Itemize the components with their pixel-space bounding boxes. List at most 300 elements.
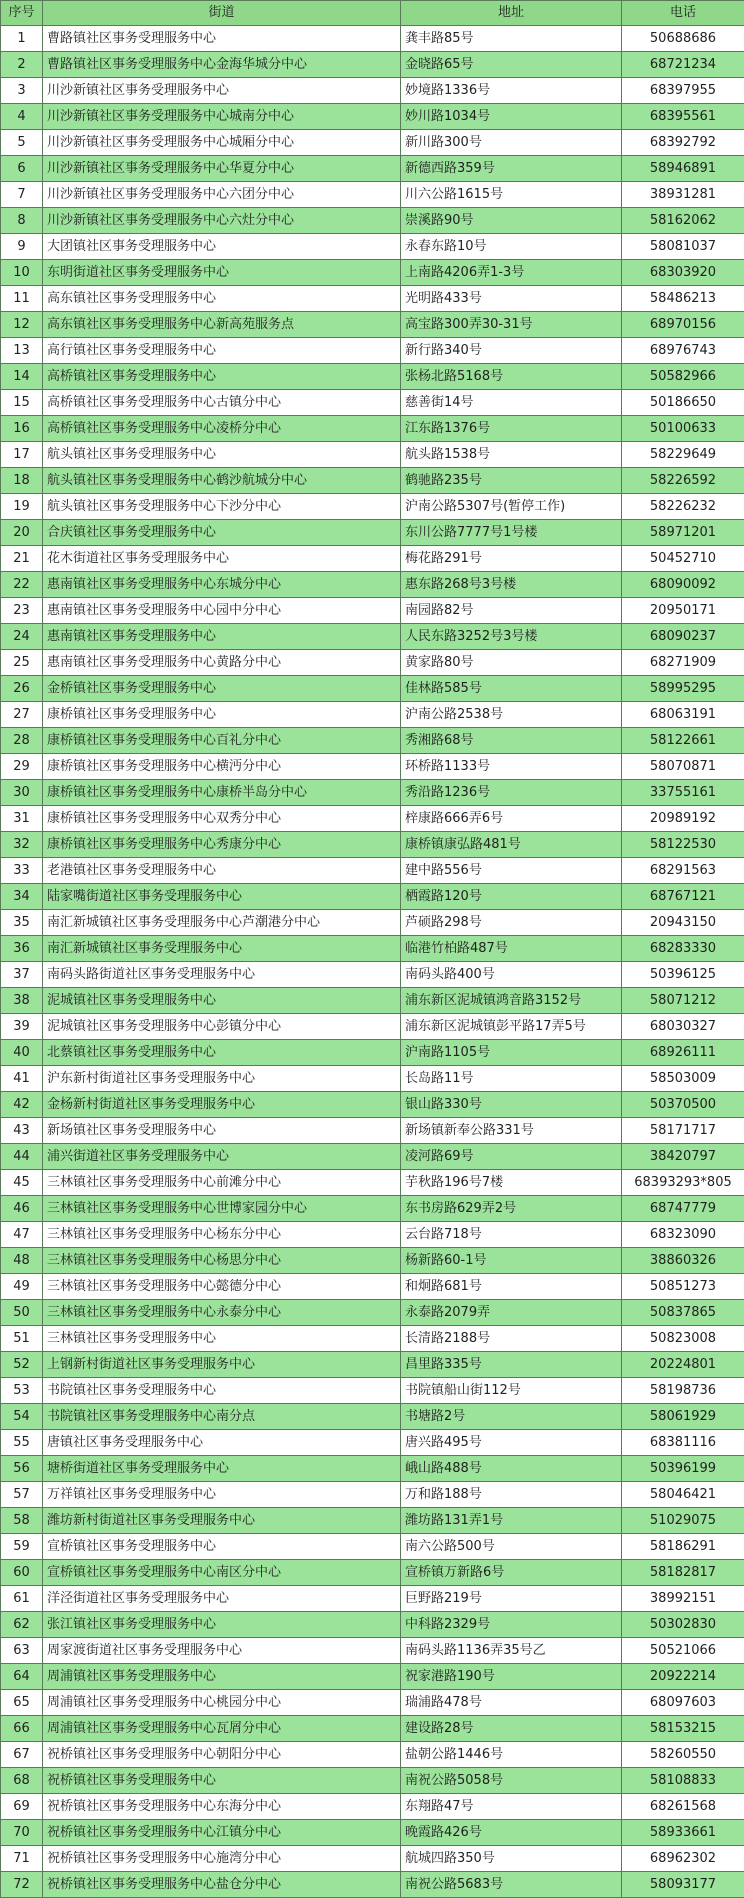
cell-phone: 68283330 [622, 936, 744, 962]
cell-phone: 51029075 [622, 1508, 744, 1534]
header-index: 序号 [1, 1, 43, 26]
cell-phone: 68395561 [622, 104, 744, 130]
cell-phone: 58070871 [622, 754, 744, 780]
cell-address: 盐朝公路1446号 [401, 1742, 622, 1768]
cell-address: 银山路330号 [401, 1092, 622, 1118]
cell-street: 南汇新城镇社区事务受理服务中心 [43, 936, 401, 962]
cell-phone: 68970156 [622, 312, 744, 338]
cell-phone: 20943150 [622, 910, 744, 936]
cell-index: 28 [1, 728, 43, 754]
cell-street: 万祥镇社区事务受理服务中心 [43, 1482, 401, 1508]
table-row [1, 1612, 744, 1638]
cell-phone: 58122661 [622, 728, 744, 754]
cell-index: 21 [1, 546, 43, 572]
cell-phone: 58186291 [622, 1534, 744, 1560]
cell-index: 4 [1, 104, 43, 130]
cell-address: 梅花路291号 [401, 546, 622, 572]
table-row [1, 546, 744, 572]
table-row [1, 1508, 744, 1534]
cell-index: 57 [1, 1482, 43, 1508]
table-row [1, 1274, 744, 1300]
cell-phone: 50186650 [622, 390, 744, 416]
cell-address: 东翔路47号 [401, 1794, 622, 1820]
cell-phone: 58226592 [622, 468, 744, 494]
cell-address: 芋秋路196号7楼 [401, 1170, 622, 1196]
cell-index: 35 [1, 910, 43, 936]
cell-index: 45 [1, 1170, 43, 1196]
cell-phone: 58260550 [622, 1742, 744, 1768]
cell-address: 光明路433号 [401, 286, 622, 312]
table-row [1, 1586, 744, 1612]
cell-street: 三林镇社区事务受理服务中心杨东分中心 [43, 1222, 401, 1248]
cell-index: 27 [1, 702, 43, 728]
table-row [1, 1014, 744, 1040]
cell-street: 老港镇社区事务受理服务中心 [43, 858, 401, 884]
table-row [1, 832, 744, 858]
cell-phone: 58122530 [622, 832, 744, 858]
cell-phone: 68962302 [622, 1846, 744, 1872]
table-row [1, 728, 744, 754]
table-row [1, 1638, 744, 1664]
cell-phone: 50396199 [622, 1456, 744, 1482]
cell-street: 航头镇社区事务受理服务中心 [43, 442, 401, 468]
cell-index: 40 [1, 1040, 43, 1066]
cell-phone: 20224801 [622, 1352, 744, 1378]
cell-index: 12 [1, 312, 43, 338]
cell-phone: 50521066 [622, 1638, 744, 1664]
table-row [1, 1430, 744, 1456]
cell-index: 52 [1, 1352, 43, 1378]
table-row [1, 1300, 744, 1326]
table-row [1, 1118, 744, 1144]
cell-address: 和炯路681号 [401, 1274, 622, 1300]
cell-phone: 58093177 [622, 1872, 744, 1898]
table-row [1, 1092, 744, 1118]
cell-address: 新行路340号 [401, 338, 622, 364]
cell-phone: 38420797 [622, 1144, 744, 1170]
header-phone: 电话 [622, 1, 744, 26]
cell-index: 53 [1, 1378, 43, 1404]
cell-index: 25 [1, 650, 43, 676]
cell-street: 曹路镇社区事务受理服务中心 [43, 26, 401, 52]
cell-address: 梓康路666弄6号 [401, 806, 622, 832]
cell-street: 书院镇社区事务受理服务中心南分点 [43, 1404, 401, 1430]
table-row [1, 650, 744, 676]
cell-phone: 58933661 [622, 1820, 744, 1846]
table-body [1, 26, 744, 1898]
cell-phone: 20950171 [622, 598, 744, 624]
table-row [1, 1820, 744, 1846]
cell-index: 72 [1, 1872, 43, 1898]
table-row [1, 52, 744, 78]
table-row [1, 1378, 744, 1404]
cell-phone: 68090092 [622, 572, 744, 598]
cell-street: 三林镇社区事务受理服务中心前滩分中心 [43, 1170, 401, 1196]
cell-street: 高桥镇社区事务受理服务中心凌桥分中心 [43, 416, 401, 442]
table-row [1, 1352, 744, 1378]
cell-street: 高桥镇社区事务受理服务中心古镇分中心 [43, 390, 401, 416]
cell-address: 航城四路350号 [401, 1846, 622, 1872]
cell-index: 26 [1, 676, 43, 702]
cell-street: 惠南镇社区事务受理服务中心园中分中心 [43, 598, 401, 624]
cell-index: 67 [1, 1742, 43, 1768]
cell-street: 高行镇社区事务受理服务中心 [43, 338, 401, 364]
cell-address: 浦东新区泥城镇鸿音路3152号 [401, 988, 622, 1014]
cell-address: 秀沿路1236号 [401, 780, 622, 806]
cell-phone: 68721234 [622, 52, 744, 78]
cell-address: 长岛路11号 [401, 1066, 622, 1092]
cell-street: 三林镇社区事务受理服务中心杨思分中心 [43, 1248, 401, 1274]
table-row [1, 1326, 744, 1352]
cell-index: 2 [1, 52, 43, 78]
cell-address: 临港竹柏路487号 [401, 936, 622, 962]
table-row [1, 494, 744, 520]
cell-index: 64 [1, 1664, 43, 1690]
cell-street: 浦兴街道社区事务受理服务中心 [43, 1144, 401, 1170]
cell-phone: 58946891 [622, 156, 744, 182]
table-row [1, 1690, 744, 1716]
cell-address: 新德西路359号 [401, 156, 622, 182]
cell-address: 唐兴路495号 [401, 1430, 622, 1456]
cell-index: 6 [1, 156, 43, 182]
table-row [1, 364, 744, 390]
cell-street: 大团镇社区事务受理服务中心 [43, 234, 401, 260]
cell-street: 航头镇社区事务受理服务中心下沙分中心 [43, 494, 401, 520]
cell-index: 22 [1, 572, 43, 598]
cell-address: 建中路556号 [401, 858, 622, 884]
cell-index: 38 [1, 988, 43, 1014]
cell-phone: 20989192 [622, 806, 744, 832]
cell-index: 14 [1, 364, 43, 390]
cell-index: 50 [1, 1300, 43, 1326]
cell-index: 59 [1, 1534, 43, 1560]
cell-address: 祝家港路190号 [401, 1664, 622, 1690]
cell-index: 69 [1, 1794, 43, 1820]
cell-index: 18 [1, 468, 43, 494]
cell-index: 5 [1, 130, 43, 156]
cell-index: 15 [1, 390, 43, 416]
table-row [1, 1560, 744, 1586]
cell-address: 书院镇船山街112号 [401, 1378, 622, 1404]
cell-address: 沪南路1105号 [401, 1040, 622, 1066]
cell-street: 潍坊新村街道社区事务受理服务中心 [43, 1508, 401, 1534]
cell-phone: 58226232 [622, 494, 744, 520]
table-row [1, 1222, 744, 1248]
cell-phone: 58162062 [622, 208, 744, 234]
table-row [1, 1664, 744, 1690]
cell-index: 1 [1, 26, 43, 52]
cell-street: 高桥镇社区事务受理服务中心 [43, 364, 401, 390]
cell-address: 龚丰路85号 [401, 26, 622, 52]
cell-phone: 20922214 [622, 1664, 744, 1690]
cell-street: 周浦镇社区事务受理服务中心瓦屑分中心 [43, 1716, 401, 1742]
cell-index: 11 [1, 286, 43, 312]
cell-address: 浦东新区泥城镇彭平路17弄5号 [401, 1014, 622, 1040]
table-row [1, 338, 744, 364]
table-row [1, 1872, 744, 1898]
cell-street: 塘桥街道社区事务受理服务中心 [43, 1456, 401, 1482]
table-row [1, 442, 744, 468]
cell-index: 23 [1, 598, 43, 624]
cell-street: 川沙新镇社区事务受理服务中心城厢分中心 [43, 130, 401, 156]
cell-street: 川沙新镇社区事务受理服务中心六团分中心 [43, 182, 401, 208]
cell-street: 新场镇社区事务受理服务中心 [43, 1118, 401, 1144]
table-row [1, 962, 744, 988]
table-row [1, 286, 744, 312]
cell-street: 康桥镇社区事务受理服务中心双秀分中心 [43, 806, 401, 832]
cell-index: 46 [1, 1196, 43, 1222]
header-row [1, 1, 744, 26]
table-row [1, 1170, 744, 1196]
cell-address: 永泰路2079弄 [401, 1300, 622, 1326]
cell-phone: 68392792 [622, 130, 744, 156]
cell-address: 惠东路268号3号楼 [401, 572, 622, 598]
cell-address: 建设路28号 [401, 1716, 622, 1742]
cell-index: 47 [1, 1222, 43, 1248]
cell-street: 川沙新镇社区事务受理服务中心 [43, 78, 401, 104]
cell-address: 妙境路1336号 [401, 78, 622, 104]
cell-street: 泥城镇社区事务受理服务中心 [43, 988, 401, 1014]
cell-address: 东书房路629弄2号 [401, 1196, 622, 1222]
table-row [1, 1534, 744, 1560]
cell-address: 上南路4206弄1-3号 [401, 260, 622, 286]
cell-phone: 58503009 [622, 1066, 744, 1092]
table-row [1, 130, 744, 156]
cell-street: 书院镇社区事务受理服务中心 [43, 1378, 401, 1404]
cell-index: 7 [1, 182, 43, 208]
cell-phone: 68097603 [622, 1690, 744, 1716]
cell-street: 张江镇社区事务受理服务中心 [43, 1612, 401, 1638]
cell-index: 16 [1, 416, 43, 442]
table-row [1, 390, 744, 416]
cell-address: 佳林路585号 [401, 676, 622, 702]
cell-phone: 58071212 [622, 988, 744, 1014]
cell-address: 永春东路10号 [401, 234, 622, 260]
cell-street: 三林镇社区事务受理服务中心永泰分中心 [43, 1300, 401, 1326]
cell-street: 曹路镇社区事务受理服务中心金海华城分中心 [43, 52, 401, 78]
cell-index: 8 [1, 208, 43, 234]
cell-street: 沪东新村街道社区事务受理服务中心 [43, 1066, 401, 1092]
cell-phone: 68063191 [622, 702, 744, 728]
cell-street: 川沙新镇社区事务受理服务中心城南分中心 [43, 104, 401, 130]
cell-address: 崇溪路90号 [401, 208, 622, 234]
cell-street: 陆家嘴街道社区事务受理服务中心 [43, 884, 401, 910]
cell-index: 29 [1, 754, 43, 780]
table-row [1, 884, 744, 910]
cell-street: 祝桥镇社区事务受理服务中心盐仓分中心 [43, 1872, 401, 1898]
table-row [1, 858, 744, 884]
cell-index: 71 [1, 1846, 43, 1872]
cell-street: 东明街道社区事务受理服务中心 [43, 260, 401, 286]
cell-street: 花木街道社区事务受理服务中心 [43, 546, 401, 572]
cell-phone: 50688686 [622, 26, 744, 52]
cell-phone: 38860326 [622, 1248, 744, 1274]
table-row [1, 910, 744, 936]
cell-address: 栖霞路120号 [401, 884, 622, 910]
cell-index: 43 [1, 1118, 43, 1144]
cell-index: 41 [1, 1066, 43, 1092]
table-row [1, 234, 744, 260]
cell-phone: 50452710 [622, 546, 744, 572]
cell-index: 60 [1, 1560, 43, 1586]
header-street: 街道 [43, 1, 401, 26]
cell-index: 20 [1, 520, 43, 546]
cell-phone: 58061929 [622, 1404, 744, 1430]
cell-address: 长清路2188号 [401, 1326, 622, 1352]
cell-index: 61 [1, 1586, 43, 1612]
cell-street: 康桥镇社区事务受理服务中心横沔分中心 [43, 754, 401, 780]
cell-address: 沪南公路5307号(暂停工作) [401, 494, 622, 520]
table-row [1, 208, 744, 234]
table-row [1, 416, 744, 442]
cell-index: 63 [1, 1638, 43, 1664]
table-row [1, 1846, 744, 1872]
cell-address: 南园路82号 [401, 598, 622, 624]
cell-index: 10 [1, 260, 43, 286]
cell-address: 人民东路3252号3号楼 [401, 624, 622, 650]
table-row [1, 1742, 744, 1768]
cell-street: 金杨新村街道社区事务受理服务中心 [43, 1092, 401, 1118]
cell-phone: 58108833 [622, 1768, 744, 1794]
cell-address: 环桥路1133号 [401, 754, 622, 780]
cell-index: 54 [1, 1404, 43, 1430]
cell-phone: 58081037 [622, 234, 744, 260]
cell-street: 康桥镇社区事务受理服务中心 [43, 702, 401, 728]
table-row [1, 156, 744, 182]
table-row [1, 754, 744, 780]
cell-address: 慈善街14号 [401, 390, 622, 416]
cell-address: 中科路2329号 [401, 1612, 622, 1638]
cell-phone: 50823008 [622, 1326, 744, 1352]
cell-address: 潍坊路131弄1号 [401, 1508, 622, 1534]
cell-index: 31 [1, 806, 43, 832]
table-row [1, 1794, 744, 1820]
cell-address: 江东路1376号 [401, 416, 622, 442]
cell-street: 康桥镇社区事务受理服务中心百礼分中心 [43, 728, 401, 754]
cell-phone: 58046421 [622, 1482, 744, 1508]
header-address: 地址 [401, 1, 622, 26]
cell-street: 金桥镇社区事务受理服务中心 [43, 676, 401, 702]
table-row [1, 1066, 744, 1092]
cell-street: 川沙新镇社区事务受理服务中心华夏分中心 [43, 156, 401, 182]
table-row [1, 806, 744, 832]
table-header [1, 1, 744, 26]
cell-address: 云台路718号 [401, 1222, 622, 1248]
cell-street: 祝桥镇社区事务受理服务中心江镇分中心 [43, 1820, 401, 1846]
cell-phone: 68030327 [622, 1014, 744, 1040]
cell-phone: 50837865 [622, 1300, 744, 1326]
cell-address: 秀湘路68号 [401, 728, 622, 754]
cell-phone: 50851273 [622, 1274, 744, 1300]
cell-index: 33 [1, 858, 43, 884]
table-row [1, 780, 744, 806]
table-row [1, 1040, 744, 1066]
cell-index: 62 [1, 1612, 43, 1638]
cell-street: 三林镇社区事务受理服务中心世博家园分中心 [43, 1196, 401, 1222]
table-row [1, 312, 744, 338]
cell-phone: 68926111 [622, 1040, 744, 1066]
cell-index: 9 [1, 234, 43, 260]
cell-index: 70 [1, 1820, 43, 1846]
cell-street: 惠南镇社区事务受理服务中心黄路分中心 [43, 650, 401, 676]
cell-index: 44 [1, 1144, 43, 1170]
table-row [1, 676, 744, 702]
cell-address: 张杨北路5168号 [401, 364, 622, 390]
cell-phone: 68976743 [622, 338, 744, 364]
cell-phone: 68397955 [622, 78, 744, 104]
cell-phone: 68767121 [622, 884, 744, 910]
table-row [1, 182, 744, 208]
table-row [1, 1456, 744, 1482]
cell-street: 川沙新镇社区事务受理服务中心六灶分中心 [43, 208, 401, 234]
table-row [1, 572, 744, 598]
cell-street: 祝桥镇社区事务受理服务中心 [43, 1768, 401, 1794]
cell-phone: 58171717 [622, 1118, 744, 1144]
cell-street: 航头镇社区事务受理服务中心鹤沙航城分中心 [43, 468, 401, 494]
cell-phone: 58486213 [622, 286, 744, 312]
cell-street: 北蔡镇社区事务受理服务中心 [43, 1040, 401, 1066]
cell-phone: 68261568 [622, 1794, 744, 1820]
table-row [1, 1768, 744, 1794]
cell-address: 黄家路80号 [401, 650, 622, 676]
cell-address: 南祝公路5058号 [401, 1768, 622, 1794]
cell-phone: 58198736 [622, 1378, 744, 1404]
cell-address: 昌里路335号 [401, 1352, 622, 1378]
cell-street: 周浦镇社区事务受理服务中心 [43, 1664, 401, 1690]
cell-address: 南六公路500号 [401, 1534, 622, 1560]
cell-phone: 58153215 [622, 1716, 744, 1742]
cell-street: 周家渡街道社区事务受理服务中心 [43, 1638, 401, 1664]
cell-address: 巨野路219号 [401, 1586, 622, 1612]
cell-address: 康桥镇康弘路481号 [401, 832, 622, 858]
cell-phone: 38992151 [622, 1586, 744, 1612]
table-row [1, 1196, 744, 1222]
table-row [1, 1144, 744, 1170]
cell-street: 泥城镇社区事务受理服务中心彭镇分中心 [43, 1014, 401, 1040]
cell-street: 惠南镇社区事务受理服务中心东城分中心 [43, 572, 401, 598]
cell-phone: 50396125 [622, 962, 744, 988]
cell-address: 航头路1538号 [401, 442, 622, 468]
table-row [1, 468, 744, 494]
cell-street: 唐镇社区事务受理服务中心 [43, 1430, 401, 1456]
cell-address: 芦硕路298号 [401, 910, 622, 936]
cell-address: 南码头路1136弄35号乙 [401, 1638, 622, 1664]
cell-address: 新川路300号 [401, 130, 622, 156]
cell-address: 凌河路69号 [401, 1144, 622, 1170]
cell-address: 晚霞路426号 [401, 1820, 622, 1846]
cell-address: 书塘路2号 [401, 1404, 622, 1430]
cell-street: 南汇新城镇社区事务受理服务中心芦潮港分中心 [43, 910, 401, 936]
cell-phone: 68381116 [622, 1430, 744, 1456]
cell-index: 13 [1, 338, 43, 364]
cell-index: 65 [1, 1690, 43, 1716]
cell-address: 南祝公路5683号 [401, 1872, 622, 1898]
cell-address: 东川公路7777号1号楼 [401, 520, 622, 546]
cell-phone: 68090237 [622, 624, 744, 650]
table-row [1, 1716, 744, 1742]
cell-index: 56 [1, 1456, 43, 1482]
cell-street: 高东镇社区事务受理服务中心新高苑服务点 [43, 312, 401, 338]
cell-phone: 33755161 [622, 780, 744, 806]
table-row [1, 702, 744, 728]
cell-street: 高东镇社区事务受理服务中心 [43, 286, 401, 312]
cell-index: 48 [1, 1248, 43, 1274]
cell-street: 上钢新村街道社区事务受理服务中心 [43, 1352, 401, 1378]
cell-phone: 58971201 [622, 520, 744, 546]
cell-phone: 68271909 [622, 650, 744, 676]
cell-phone: 68323090 [622, 1222, 744, 1248]
table-row [1, 1404, 744, 1430]
